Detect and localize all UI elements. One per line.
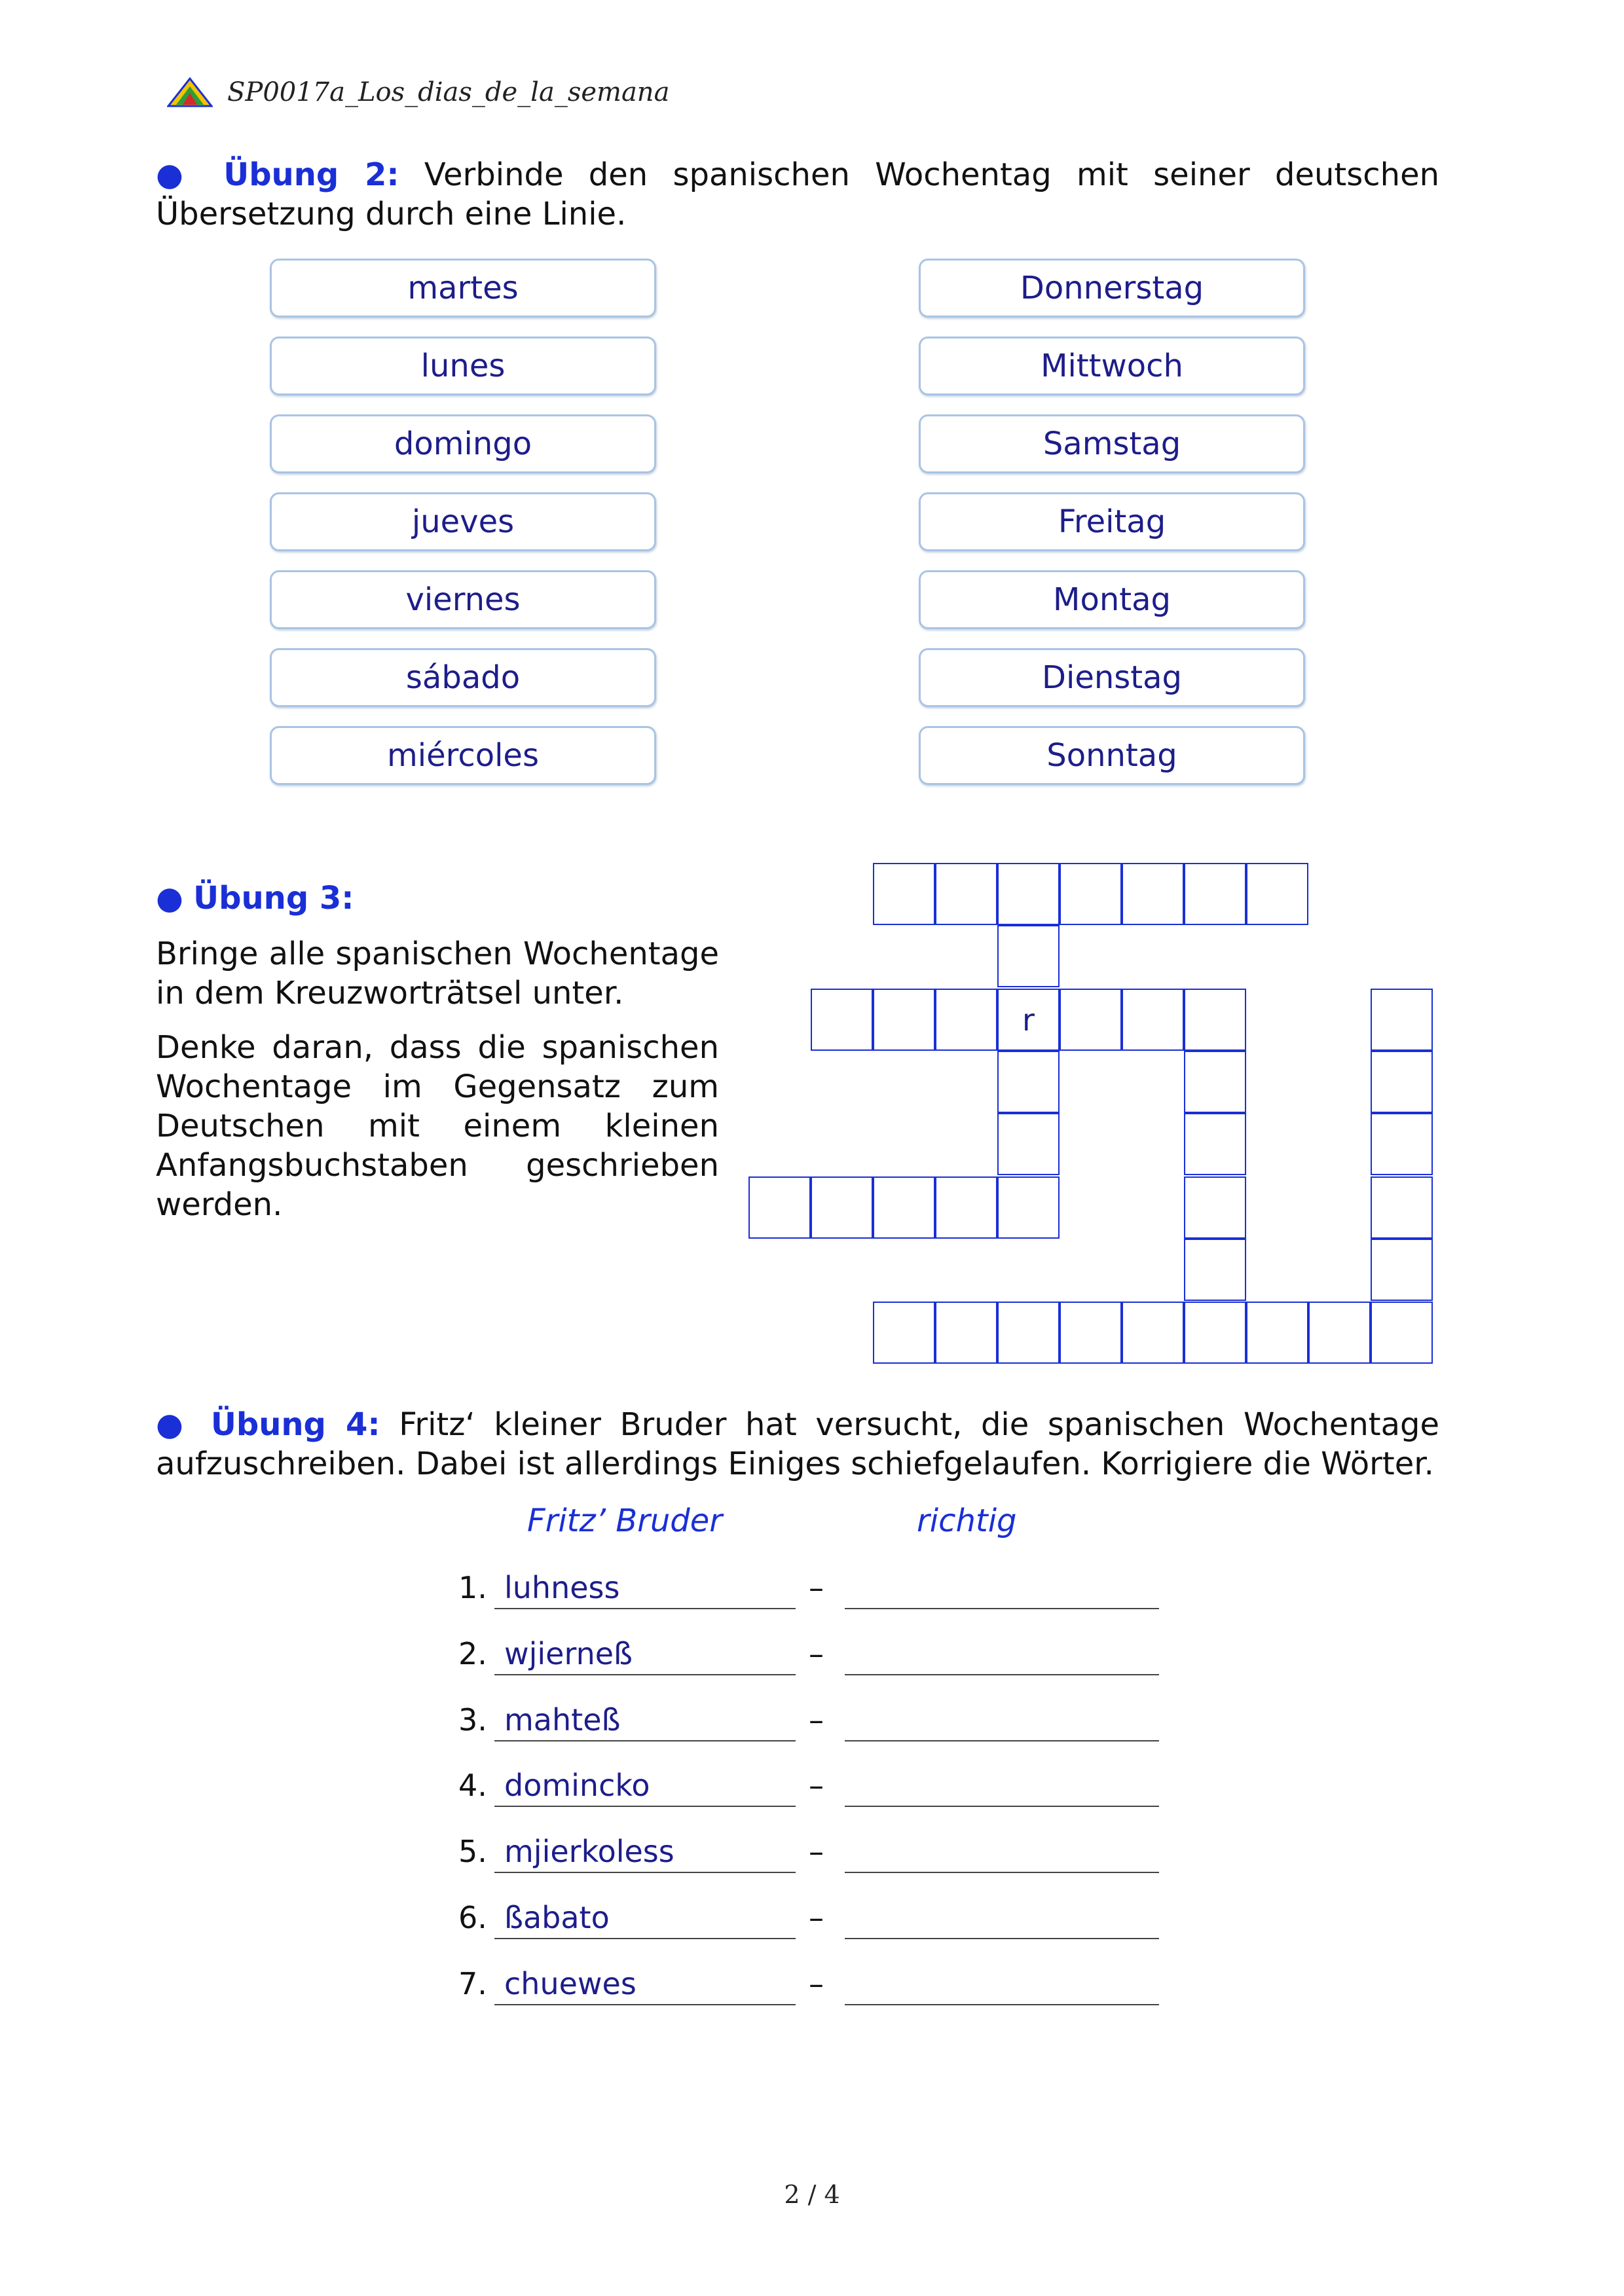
- page-number: 2 / 4: [784, 2180, 840, 2209]
- answer-line[interactable]: [845, 1636, 1159, 1675]
- item-number: 5.: [458, 1834, 487, 1869]
- list-item: [458, 1966, 1166, 2012]
- crossword-cell[interactable]: [1371, 1239, 1433, 1301]
- crossword-cell[interactable]: [873, 863, 935, 925]
- spanish-word-box[interactable]: lunes: [270, 337, 656, 395]
- exercise2-instructions: [156, 155, 1439, 234]
- crossword-cell[interactable]: [997, 925, 1060, 987]
- item-number: 1.: [458, 1570, 487, 1605]
- spanish-word-box[interactable]: jueves: [270, 492, 656, 551]
- item-number: 2.: [458, 1636, 487, 1671]
- crossword-cell[interactable]: [1184, 1113, 1246, 1175]
- crossword-cell[interactable]: [811, 1176, 873, 1239]
- dash: –: [809, 1702, 824, 1738]
- exercise4-text: Fritz‘ kleiner Bruder hat versucht, die spanischen Wochentage aufzuschreiben. Dabei ist allerdings Einiges schiefgelaufen. Korrigiere die Wörter.: [156, 1406, 1439, 1482]
- crossword-cell[interactable]: [873, 989, 935, 1051]
- german-word-box[interactable]: Mittwoch: [919, 337, 1305, 395]
- crossword-cell[interactable]: [997, 1113, 1060, 1175]
- item-number: 4.: [458, 1768, 487, 1803]
- crossword-cell[interactable]: [1371, 1051, 1433, 1113]
- misspelled-word: mahteß: [494, 1702, 796, 1741]
- column-header-wrong: Fritz’ Bruder: [527, 1503, 723, 1539]
- answer-line[interactable]: [845, 1768, 1159, 1807]
- crossword-cell[interactable]: [1184, 1239, 1246, 1301]
- list-item: [458, 1900, 1166, 1946]
- misspelled-word: domincko: [494, 1768, 796, 1807]
- exercise3-heading-line: [156, 879, 719, 918]
- spanish-word-box[interactable]: martes: [270, 259, 656, 318]
- crossword-cell[interactable]: [935, 989, 997, 1051]
- crossword-cell[interactable]: [1060, 1302, 1122, 1364]
- answer-line[interactable]: [845, 1570, 1159, 1609]
- item-number: 3.: [458, 1702, 487, 1738]
- crossword-cell[interactable]: [935, 1302, 997, 1364]
- item-number: 6.: [458, 1900, 487, 1935]
- crossword-cell[interactable]: [1371, 1113, 1433, 1175]
- misspelled-word: luhness: [494, 1570, 796, 1609]
- dash: –: [809, 1834, 824, 1869]
- spanish-word-box[interactable]: domingo: [270, 414, 656, 473]
- column-header-correct: richtig: [917, 1503, 1017, 1539]
- logo-icon: [167, 77, 213, 107]
- misspelled-word: mjierkoless: [494, 1834, 796, 1873]
- crossword-cell[interactable]: [1184, 1051, 1246, 1113]
- misspelled-word: wjierneß: [494, 1636, 796, 1675]
- list-item: [458, 1702, 1166, 1748]
- crossword-cell-hint[interactable]: r: [997, 989, 1060, 1051]
- crossword-cell[interactable]: [1060, 989, 1122, 1051]
- exercise4-instructions: [156, 1405, 1439, 1484]
- german-word-box[interactable]: Freitag: [919, 492, 1305, 551]
- crossword-cell[interactable]: [1371, 989, 1433, 1051]
- crossword-cell[interactable]: [1371, 1176, 1433, 1239]
- exercise2-heading: Übung 2:: [223, 156, 399, 193]
- exercise3-paragraph-1: Bringe alle spanischen Wochentage in dem Kreuzworträtsel unter.: [156, 936, 719, 1011]
- bullet-icon: ●: [156, 1406, 193, 1443]
- crossword-cell[interactable]: [1122, 863, 1184, 925]
- bullet-icon: ●: [156, 156, 198, 193]
- crossword-cell[interactable]: [1122, 989, 1184, 1051]
- crossword-cell[interactable]: [1184, 863, 1246, 925]
- exercise4-heading: Übung 4:: [210, 1406, 380, 1443]
- crossword-cell[interactable]: [997, 1176, 1060, 1239]
- misspelled-word: ßabato: [494, 1900, 796, 1939]
- crossword-cell[interactable]: [1246, 1302, 1308, 1364]
- dash: –: [809, 1570, 824, 1605]
- crossword-cell[interactable]: [1060, 863, 1122, 925]
- misspelled-word: chuewes: [494, 1966, 796, 2005]
- exercise2-text: Verbinde den spanischen Wochentag mit seiner deutschen Übersetzung durch eine Linie.: [156, 156, 1440, 232]
- spanish-word-box[interactable]: sábado: [270, 648, 656, 707]
- bullet-icon: ●: [156, 880, 183, 917]
- german-word-box[interactable]: Donnerstag: [919, 259, 1305, 318]
- crossword-cell[interactable]: [1122, 1302, 1184, 1364]
- answer-line[interactable]: [845, 1834, 1159, 1873]
- crossword-cell[interactable]: [1308, 1302, 1371, 1364]
- dash: –: [809, 1636, 824, 1671]
- crossword-cell[interactable]: [1184, 989, 1246, 1051]
- document-title: SP0017a_Los_dias_de_la_semana: [227, 77, 670, 107]
- dash: –: [809, 1900, 824, 1935]
- list-item: [458, 1570, 1166, 1616]
- exercise3-paragraph-2: Denke daran, dass die spanischen Wochentage im Gegensatz zum Deutschen mit einem kleinen Anfangsbuchstaben geschrieben werden.: [156, 1029, 719, 1223]
- list-item: [458, 1768, 1166, 1813]
- crossword-cell[interactable]: [997, 1302, 1060, 1364]
- crossword-cell[interactable]: [935, 1176, 997, 1239]
- crossword-cell[interactable]: [1371, 1302, 1433, 1364]
- dash: –: [809, 1768, 824, 1803]
- crossword-cell[interactable]: [1184, 1176, 1246, 1239]
- german-word-box[interactable]: Sonntag: [919, 726, 1305, 785]
- crossword-cell[interactable]: [1184, 1302, 1246, 1364]
- crossword-cell[interactable]: [748, 1176, 811, 1239]
- answer-line[interactable]: [845, 1966, 1159, 2005]
- crossword-cell[interactable]: [935, 863, 997, 925]
- list-item: [458, 1636, 1166, 1682]
- german-word-box[interactable]: Montag: [919, 570, 1305, 629]
- answer-line[interactable]: [845, 1702, 1159, 1741]
- crossword-cell[interactable]: [873, 1302, 935, 1364]
- crossword-cell[interactable]: [997, 1051, 1060, 1113]
- german-word-box[interactable]: Samstag: [919, 414, 1305, 473]
- crossword-cell[interactable]: [873, 1176, 935, 1239]
- list-item: [458, 1834, 1166, 1880]
- answer-line[interactable]: [845, 1900, 1159, 1939]
- crossword-cell[interactable]: [997, 863, 1060, 925]
- spanish-word-box[interactable]: miércoles: [270, 726, 656, 785]
- exercise3-heading: Übung 3:: [193, 880, 354, 917]
- spanish-word-box[interactable]: viernes: [270, 570, 656, 629]
- item-number: 7.: [458, 1966, 487, 2001]
- crossword-cell[interactable]: [811, 989, 873, 1051]
- german-word-box[interactable]: Dienstag: [919, 648, 1305, 707]
- dash: –: [809, 1966, 824, 2001]
- crossword-cell[interactable]: [1246, 863, 1308, 925]
